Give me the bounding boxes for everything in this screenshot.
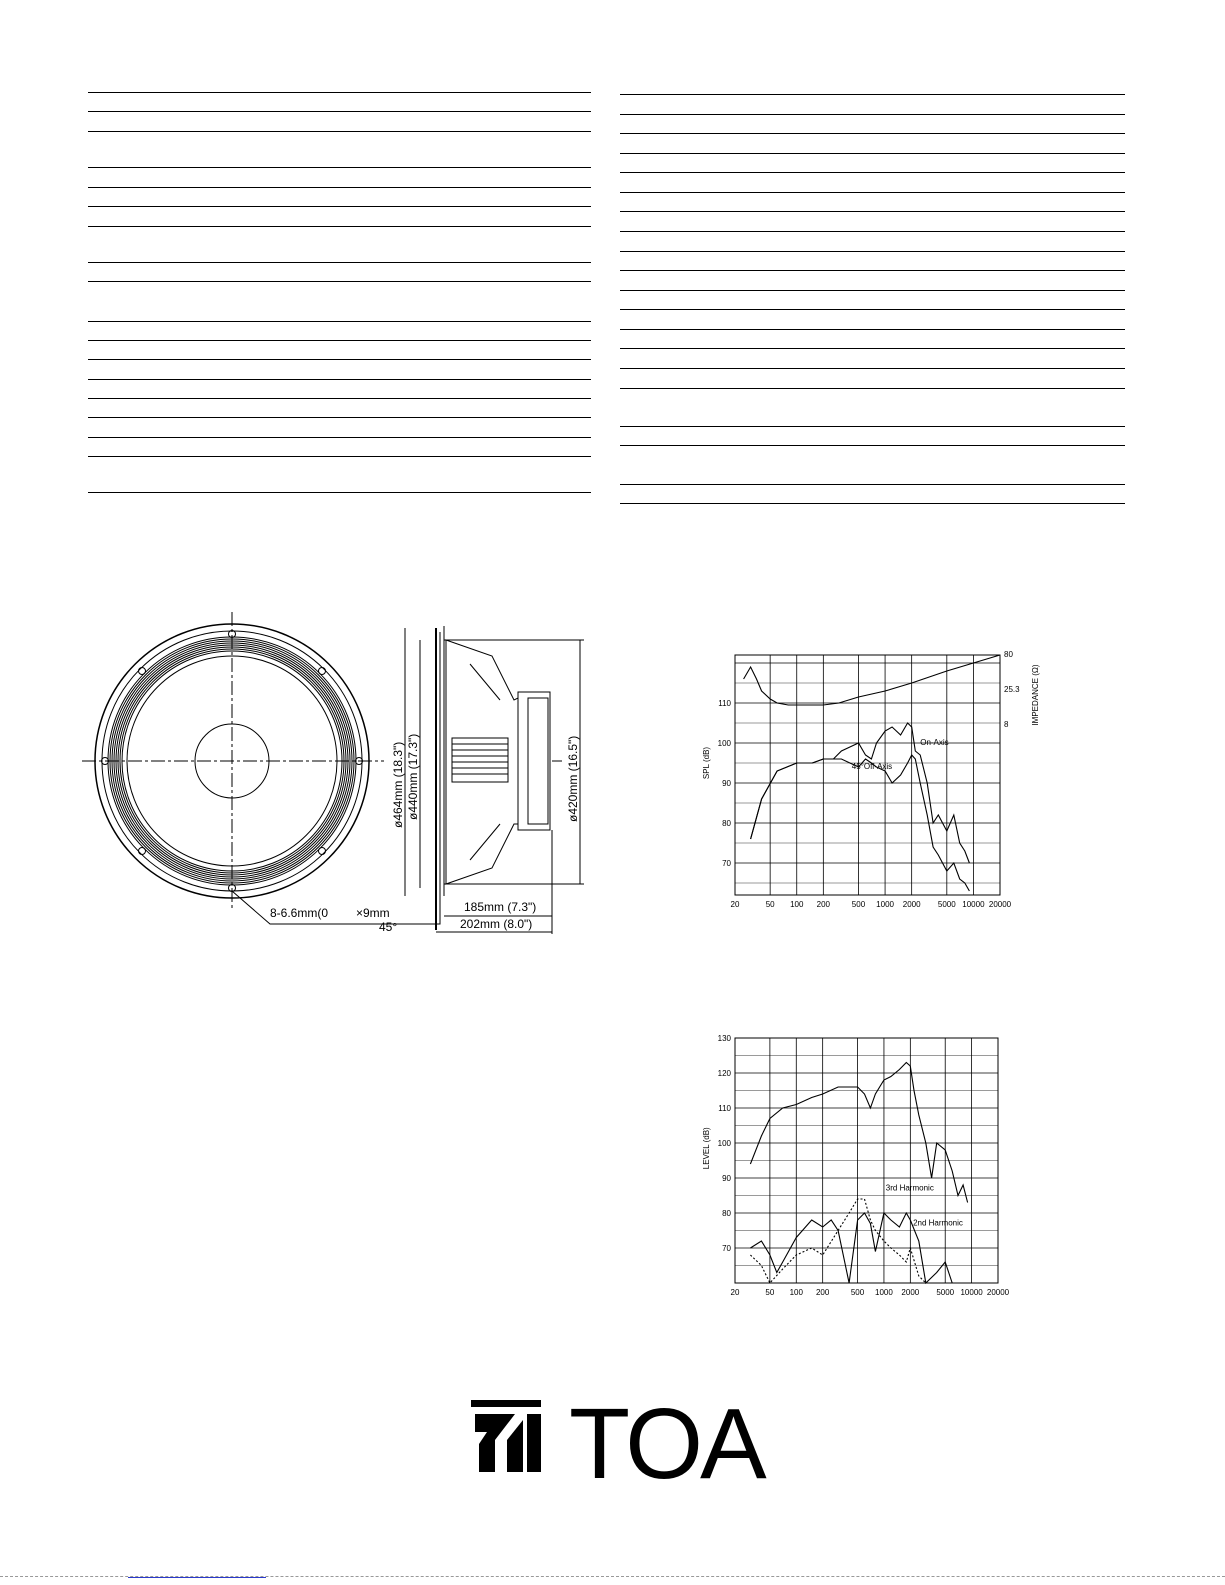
x-tick-label: 10000 <box>962 900 985 909</box>
x-tick-label: 20000 <box>986 1288 1010 1297</box>
x-tick-label: 20 <box>730 900 740 909</box>
x-tick-label: 500 <box>851 900 866 909</box>
x-tick-label: 2000 <box>901 1288 920 1297</box>
toa-logo-text: TOA <box>569 1388 764 1500</box>
side-view <box>405 626 584 934</box>
x-tick-label: 200 <box>815 1288 830 1297</box>
y-tick-label: 90 <box>722 1174 731 1183</box>
series-label-on-axis: On-Axis <box>920 738 949 747</box>
series-label-3rd-harmonic: 3rd Harmonic <box>885 1183 934 1193</box>
x-tick-label: 200 <box>816 900 831 909</box>
right-y-tick-label: 8 <box>1004 720 1009 729</box>
hole-depth-label: ×9mm <box>356 906 390 920</box>
footer-link-underline <box>128 1577 266 1578</box>
x-tick-label: 20 <box>730 1288 740 1297</box>
series-label-2nd-harmonic: 2nd Harmonic <box>913 1218 963 1228</box>
series-line <box>750 1063 967 1203</box>
y-tick-label: 80 <box>722 819 731 828</box>
series-line <box>744 655 1000 705</box>
x-tick-label: 20000 <box>988 900 1012 909</box>
y-tick-label: 90 <box>722 779 731 788</box>
mount-holes-label: 8-6.6mm(0 <box>270 906 329 920</box>
right-y-tick-label: 25.3 <box>1004 685 1020 694</box>
y-tick-label: 80 <box>722 1209 731 1218</box>
dia-440-label: ø440mm (17.3") <box>406 733 420 820</box>
dia-464-label: ø464mm (18.3") <box>391 741 405 828</box>
angle-label: 45° <box>379 920 398 934</box>
x-tick-label: 2000 <box>902 900 921 909</box>
x-tick-label: 5000 <box>937 900 956 909</box>
toa-logo-mark <box>471 1400 561 1475</box>
distortion-chart <box>700 1030 1020 1305</box>
y-tick-label: 110 <box>718 1104 731 1113</box>
dia-420-label: ø420mm (16.5") <box>566 735 580 822</box>
x-tick-label: 500 <box>850 1288 865 1297</box>
y-tick-label: 100 <box>717 1139 731 1148</box>
y-tick-label: 100 <box>717 739 731 748</box>
y-tick-label: 70 <box>722 1244 731 1253</box>
x-tick-label: 1000 <box>876 900 894 909</box>
x-tick-label: 5000 <box>936 1288 955 1297</box>
series-line <box>750 1199 925 1283</box>
y-axis-label: LEVEL (dB) <box>702 1127 711 1170</box>
right-y-tick-label: 80 <box>1004 650 1013 659</box>
x-tick-label: 10000 <box>960 1288 983 1297</box>
series-label-off-axis: 45°Off-Axis <box>851 762 893 771</box>
y-axis-label: SPL (dB) <box>702 746 711 780</box>
y-tick-label: 70 <box>722 859 731 868</box>
x-tick-label: 50 <box>765 900 775 909</box>
depth-202-label: 202mm (8.0") <box>460 917 533 931</box>
frequency-response-chart <box>700 645 1060 915</box>
y-tick-label: 130 <box>717 1034 731 1043</box>
x-tick-label: 100 <box>790 900 804 909</box>
y-tick-label: 110 <box>718 699 731 708</box>
x-tick-label: 1000 <box>875 1288 893 1297</box>
right-y-axis-label: IMPEDANCE (Ω) <box>1031 664 1040 726</box>
depth-185-label: 185mm (7.3") <box>464 900 537 914</box>
y-tick-label: 120 <box>717 1069 731 1078</box>
front-view <box>82 612 440 924</box>
x-tick-label: 50 <box>765 1288 775 1297</box>
x-tick-label: 100 <box>789 1288 803 1297</box>
